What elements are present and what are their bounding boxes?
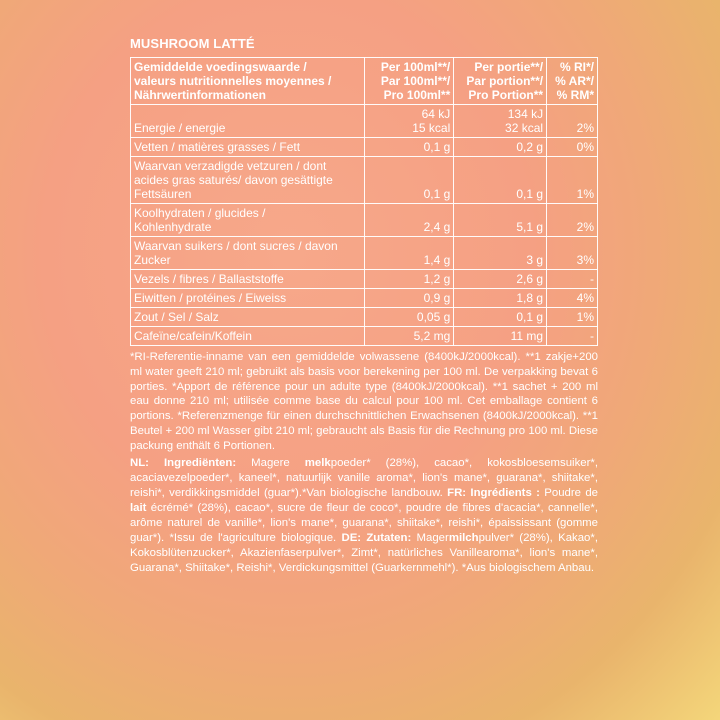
row-label: acides gras saturés/ davon gesättigte xyxy=(134,173,333,187)
value-ri xyxy=(550,107,594,121)
nutrition-row xyxy=(131,105,598,138)
row-label: Zout / Sel / Salz xyxy=(134,310,219,324)
value-per-portion: 32 kcal xyxy=(505,121,544,135)
ingredients-nl-pre: Magere xyxy=(236,456,305,469)
value-per-portion-cell xyxy=(454,327,547,346)
header-label-cell xyxy=(131,58,365,105)
table-header-row xyxy=(131,58,598,105)
ingredients-fr-pre: Poudre de xyxy=(539,486,598,499)
row-label: Waarvan suikers / dont sucres / davon xyxy=(134,239,338,253)
header-per-portion-line: Pro Portion** xyxy=(468,88,544,102)
value-per-100ml-cell xyxy=(365,270,454,289)
value-per-100ml: 5,2 mg xyxy=(413,329,451,343)
value-per-100ml: 15 kcal xyxy=(412,121,451,135)
row-label: Cafeïne/cafein/Koffein xyxy=(134,329,252,343)
value-per-portion: 5,1 g xyxy=(516,220,544,234)
value-per-portion-cell xyxy=(454,308,547,327)
footnote-paragraph: *RI-Referentie-inname van een gemiddelde volwassene (8400kJ/2000kcal). **1 zakje+200 ml water geeft 210 ml; gebruikt als basis voor berekening per 100 ml. De verpakking bevat 6 porties. *Apport de référence pour un adulte type (8400kJ/2000kcal). **1 sachet + 200 ml eau donne 210 ml; utilisée comme base du calcul pour 100 ml. Cet emballage contient 6 portions. *Referenzmenge für einen durchschnittlichen Erwachsenen (8400kJ/2000kcal). **1 Beutel + 200 ml Wasser gibt 210 ml; gebraucht als Basis für die Rechnung pro 100 ml. Diese packung enthält 6 Portionen. xyxy=(130,351,598,452)
value-ri-cell xyxy=(547,204,598,237)
value-ri: 2% xyxy=(576,121,594,135)
header-label-line: Nährwertinformationen xyxy=(134,88,267,102)
allergen-fr: lait xyxy=(130,501,147,514)
value-ri: 1% xyxy=(576,310,594,324)
value-ri: 4% xyxy=(576,291,594,305)
row-label-cell xyxy=(131,204,365,237)
value-ri-cell xyxy=(547,157,598,204)
value-per-portion-cell xyxy=(454,105,547,138)
value-per-portion-cell xyxy=(454,138,547,157)
header-ri-line: % RI*/ xyxy=(559,60,594,74)
value-per-100ml: 2,4 g xyxy=(423,220,451,234)
row-label: Kohlenhydrate xyxy=(134,220,212,234)
ingredients-fr-post: écrémé* (28%), cacao*, sucre de fleur de coco*, poudre de fibres d'acacia*, cannelle*, arôme naturel de vanille*, lion's mane*, guarana*, shiitake*, reishi*, épaississant (gomme guar*). *Issu de l'agriculture biologique. xyxy=(130,501,598,545)
nutrition-row xyxy=(131,237,598,270)
value-per-portion: 134 kJ xyxy=(507,107,544,121)
value-per-100ml-cell xyxy=(365,157,454,204)
value-per-portion-cell xyxy=(454,237,547,270)
nutrition-row xyxy=(131,308,598,327)
value-per-portion-cell xyxy=(454,289,547,308)
value-per-100ml: 1,4 g xyxy=(423,253,451,267)
value-per-100ml: 0,9 g xyxy=(423,291,451,305)
row-label: Vetten / matières grasses / Fett xyxy=(134,140,301,154)
value-ri: 1% xyxy=(576,187,594,201)
value-ri: - xyxy=(590,329,594,343)
value-ri: 3% xyxy=(576,253,594,267)
value-per-100ml-cell xyxy=(365,237,454,270)
row-label-cell xyxy=(131,289,365,308)
value-per-portion: 2,6 g xyxy=(516,272,544,286)
product-title: MUSHROOM LATTÉ xyxy=(130,36,255,51)
row-label-cell xyxy=(131,327,365,346)
value-per-100ml: 0,1 g xyxy=(423,187,451,201)
value-per-portion: 0,1 g xyxy=(516,310,544,324)
value-per-portion: 0,2 g xyxy=(516,140,544,154)
value-ri: - xyxy=(590,272,594,286)
header-per-100ml-cell xyxy=(365,58,454,105)
value-per-100ml: 0,05 g xyxy=(416,310,451,324)
row-label-cell xyxy=(131,138,365,157)
header-ri-line: % AR*/ xyxy=(555,74,594,88)
row-label: Eiwitten / protéines / Eiweiss xyxy=(134,291,287,305)
nutrition-row xyxy=(131,270,598,289)
value-per-100ml-cell xyxy=(365,105,454,138)
value-ri-cell xyxy=(547,308,598,327)
nutrition-row xyxy=(131,204,598,237)
value-per-portion-cell xyxy=(454,204,547,237)
value-per-100ml: 64 kJ xyxy=(421,107,451,121)
row-label: Energie / energie xyxy=(134,121,226,135)
nutrition-table xyxy=(130,57,598,346)
ingredients-de-post: pulver* (28%), Kakao*, Kokosblütenzucker*, Akazienfaserpulver*, Zimt*, natürliches Vanillearoma*, lion's mane*, Guarana*, Shiitake*, Reishi*, Verdickungsmittel (Guarkernmehl*). *Aus biologischem Anbau. xyxy=(130,532,598,575)
value-per-portion: 1,8 g xyxy=(516,291,544,305)
value-ri-cell xyxy=(547,237,598,270)
value-ri-cell xyxy=(547,138,598,157)
value-ri: 0% xyxy=(576,140,594,154)
header-per-portion-line: Per portie**/ xyxy=(474,60,544,74)
footnote-text xyxy=(130,350,598,454)
value-per-100ml-cell xyxy=(365,327,454,346)
label-panel xyxy=(130,36,598,576)
header-per-100ml-line: Per 100ml**/ xyxy=(380,60,451,74)
ingredients-text xyxy=(130,456,598,577)
header-ri-cell xyxy=(547,58,598,105)
row-label-cell xyxy=(131,157,365,204)
value-per-portion-cell xyxy=(454,270,547,289)
value-per-portion-cell xyxy=(454,157,547,204)
value-per-portion: 11 mg xyxy=(510,329,544,343)
nutrition-row xyxy=(131,327,598,346)
ingredients-nl-post: poeder* (28%), cacao*, kokosbloesemsuiker*, acaciavezelpoeder*, kaneel*, natuurlijk vanille aroma*, lion's mane*, guarana*, shiitake*, reishi*, verdikkingsmiddel (guar*).*Van biologische landbouw. xyxy=(130,456,599,499)
header-ri-line: % RM* xyxy=(556,88,594,102)
value-per-100ml-cell xyxy=(365,308,454,327)
header-label-line: Gemiddelde voedingswaarde / xyxy=(134,60,307,74)
row-label: Fettsäuren xyxy=(134,187,192,201)
allergen-nl: melk xyxy=(304,456,331,469)
value-ri: 2% xyxy=(576,220,594,234)
row-label: Waarvan verzadigde vetzuren / dont xyxy=(134,159,327,173)
header-label-line: valeurs nutritionnelles moyennes / xyxy=(134,74,332,88)
nutrition-row xyxy=(131,289,598,308)
header-per-100ml-line: Pro 100ml** xyxy=(383,88,451,102)
value-per-100ml-cell xyxy=(365,138,454,157)
nutrition-row xyxy=(131,138,598,157)
allergen-de: milch xyxy=(448,532,479,545)
row-label-cell xyxy=(131,308,365,327)
ingredients-de-heading: DE: Zutaten: xyxy=(341,532,412,545)
ingredients-de-pre: Mager xyxy=(411,532,449,545)
value-per-portion: 0,1 g xyxy=(516,187,544,201)
header-per-portion-cell xyxy=(454,58,547,105)
value-ri-cell xyxy=(547,327,598,346)
header-per-100ml-line: Par 100ml**/ xyxy=(380,74,451,88)
value-per-100ml: 0,1 g xyxy=(423,140,451,154)
header-per-portion-line: Par portion**/ xyxy=(466,74,544,88)
value-per-100ml-cell xyxy=(365,289,454,308)
value-per-portion: 3 g xyxy=(526,253,544,267)
nutrition-row xyxy=(131,157,598,204)
row-label: Koolhydraten / glucides / xyxy=(134,206,266,220)
value-ri-cell xyxy=(547,270,598,289)
value-ri-cell xyxy=(547,289,598,308)
row-label: Zucker xyxy=(134,253,171,267)
ingredients-nl-heading: NL: Ingrediënten: xyxy=(130,456,237,469)
value-per-100ml: 1,2 g xyxy=(423,272,451,286)
value-ri-cell xyxy=(547,105,598,138)
row-label: Vezels / fibres / Ballaststoffe xyxy=(134,272,284,286)
value-per-100ml-cell xyxy=(365,204,454,237)
ingredients-fr-heading: FR: Ingrédients : xyxy=(447,486,540,499)
row-label-cell xyxy=(131,105,365,138)
row-label-cell xyxy=(131,237,365,270)
row-label-cell xyxy=(131,270,365,289)
